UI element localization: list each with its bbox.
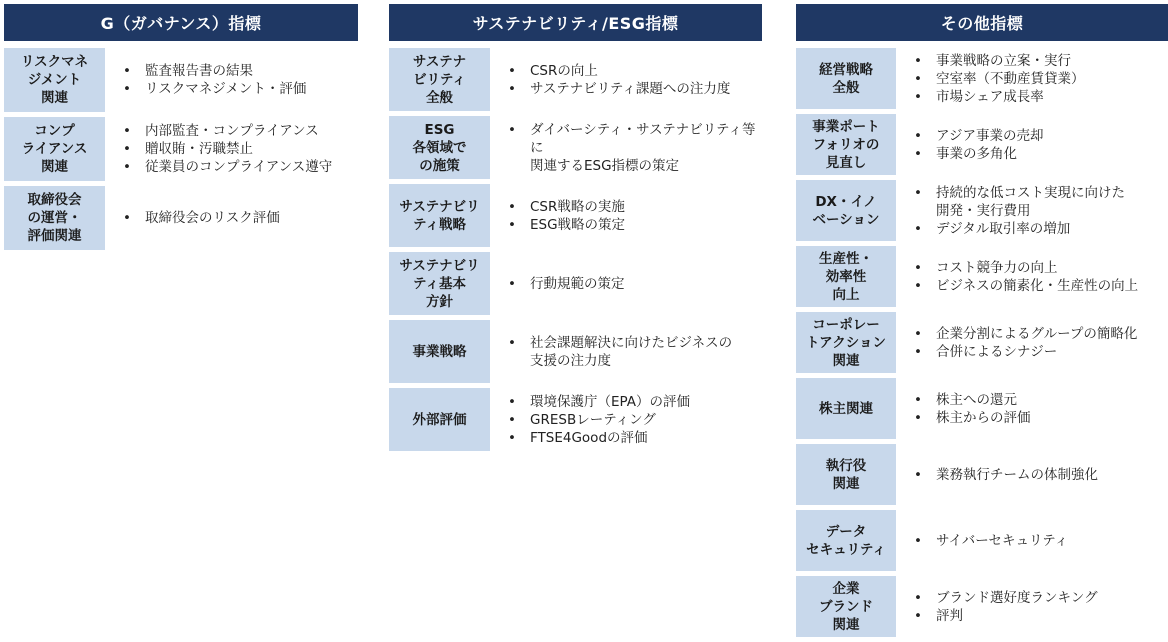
other-rows — [796, 48, 1168, 637]
indicator-list — [490, 198, 625, 234]
category-label: 経営戦略 全般 — [796, 48, 896, 109]
category-label: 生産性・ 効率性 向上 — [796, 246, 896, 307]
indicator-item: • FTSE4Goodの評価 — [508, 429, 690, 447]
indicator-list — [896, 52, 1085, 106]
indicator-row — [389, 48, 762, 111]
indicator-item: • CSR戦略の実施 — [508, 198, 625, 216]
indicator-list — [105, 122, 332, 176]
indicator-item: • 持続的な低コスト実現に向けた 開発・実行費用 — [914, 184, 1125, 220]
indicator-list — [490, 334, 732, 370]
category-label: コーポレー トアクション 関連 — [796, 312, 896, 373]
sustainability-rows — [389, 48, 762, 451]
indicator-item: • 取締役会のリスク評価 — [123, 209, 280, 227]
indicator-list — [105, 209, 280, 227]
indicator-list — [105, 62, 306, 98]
indicator-list — [490, 275, 625, 293]
indicator-item: • 社会課題解決に向けたビジネスの 支援の注力度 — [508, 334, 732, 370]
indicator-row — [796, 576, 1168, 637]
indicator-item: • 株主への還元 — [914, 391, 1031, 409]
indicator-item: • 空室率（不動産賃貸業） — [914, 70, 1085, 88]
indicator-row — [389, 116, 762, 179]
indicator-item: • 評判 — [914, 607, 1098, 625]
indicator-item: • 内部監査・コンプライアンス — [123, 122, 332, 140]
other-header: その他指標 — [796, 4, 1168, 41]
category-label: サステナビリ ティ戦略 — [389, 184, 490, 247]
indicator-row — [4, 186, 358, 250]
indicator-item: • CSRの向上 — [508, 62, 730, 80]
indicator-list — [896, 532, 1068, 550]
indicator-list — [896, 127, 1043, 163]
governance-column — [4, 4, 358, 255]
indicator-list — [896, 391, 1031, 427]
other-column — [796, 4, 1168, 642]
indicator-item: • 従業員のコンプライアンス遵守 — [123, 158, 332, 176]
indicator-row — [389, 184, 762, 247]
category-label: サステナビリ ティ基本 方針 — [389, 252, 490, 315]
indicator-row — [4, 117, 358, 181]
category-label: 取締役会 の運営・ 評価関連 — [4, 186, 105, 250]
indicator-item: • 株主からの評価 — [914, 409, 1031, 427]
indicator-list — [490, 121, 762, 175]
indicator-item: • ダイバーシティ・サステナビリティ等に 関連するESG指標の策定 — [508, 121, 762, 175]
category-label: 事業ポート フォリオの 見直し — [796, 114, 896, 175]
indicator-list — [896, 466, 1098, 484]
indicator-item: • 行動規範の策定 — [508, 275, 625, 293]
indicator-item: • サステナビリティ課題への注力度 — [508, 80, 730, 98]
indicator-row — [796, 180, 1168, 241]
sustainability-column — [389, 4, 762, 456]
indicator-list — [490, 393, 690, 447]
category-label: 株主関連 — [796, 378, 896, 439]
indicator-row — [796, 48, 1168, 109]
category-label: リスクマネ ジメント 関連 — [4, 48, 105, 112]
indicator-row — [796, 246, 1168, 307]
indicator-row — [796, 510, 1168, 571]
indicator-item: • GRESBレーティング — [508, 411, 690, 429]
indicator-list — [896, 184, 1125, 238]
governance-header: G（ガバナンス）指標 — [4, 4, 358, 41]
category-label: 事業戦略 — [389, 320, 490, 383]
indicator-row — [389, 252, 762, 315]
sustainability-header: サステナビリティ/ESG指標 — [389, 4, 762, 41]
indicator-list — [490, 62, 730, 98]
indicator-row — [796, 378, 1168, 439]
indicator-row — [796, 444, 1168, 505]
category-label: データ セキュリティ — [796, 510, 896, 571]
category-label: ESG 各領域で の施策 — [389, 116, 490, 179]
indicator-item: • 環境保護庁（EPA）の評価 — [508, 393, 690, 411]
indicator-item: • 企業分割によるグループの簡略化 — [914, 325, 1137, 343]
category-label: 執行役 関連 — [796, 444, 896, 505]
indicator-item: • コスト競争力の向上 — [914, 259, 1138, 277]
category-label: 外部評価 — [389, 388, 490, 451]
indicator-item: • サイバーセキュリティ — [914, 532, 1068, 550]
indicator-item: • 事業戦略の立案・実行 — [914, 52, 1085, 70]
indicator-item: • ビジネスの簡素化・生産性の向上 — [914, 277, 1138, 295]
indicator-list — [896, 589, 1098, 625]
indicator-item: • 合併によるシナジー — [914, 343, 1137, 361]
indicator-list — [896, 325, 1137, 361]
indicator-item: • 贈収賄・汚職禁止 — [123, 140, 332, 158]
indicator-item: • 業務執行チームの体制強化 — [914, 466, 1098, 484]
indicator-item: • 市場シェア成長率 — [914, 88, 1085, 106]
indicator-item: • ブランド選好度ランキング — [914, 589, 1098, 607]
indicator-item: • アジア事業の売却 — [914, 127, 1043, 145]
category-label: 企業 ブランド 関連 — [796, 576, 896, 637]
indicator-row — [389, 320, 762, 383]
indicator-row — [389, 388, 762, 451]
indicator-row — [796, 312, 1168, 373]
indicator-item: • リスクマネジメント・評価 — [123, 80, 306, 98]
category-label: DX・イノ ベーション — [796, 180, 896, 241]
governance-rows — [4, 48, 358, 250]
indicator-list — [896, 259, 1138, 295]
indicator-item: • 監査報告書の結果 — [123, 62, 306, 80]
indicator-row — [796, 114, 1168, 175]
indicator-item: • ESG戦略の策定 — [508, 216, 625, 234]
indicator-item: • デジタル取引率の増加 — [914, 220, 1125, 238]
category-label: コンプ ライアンス 関連 — [4, 117, 105, 181]
indicator-item: • 事業の多角化 — [914, 145, 1043, 163]
category-label: サステナ ビリティ 全般 — [389, 48, 490, 111]
indicator-row — [4, 48, 358, 112]
